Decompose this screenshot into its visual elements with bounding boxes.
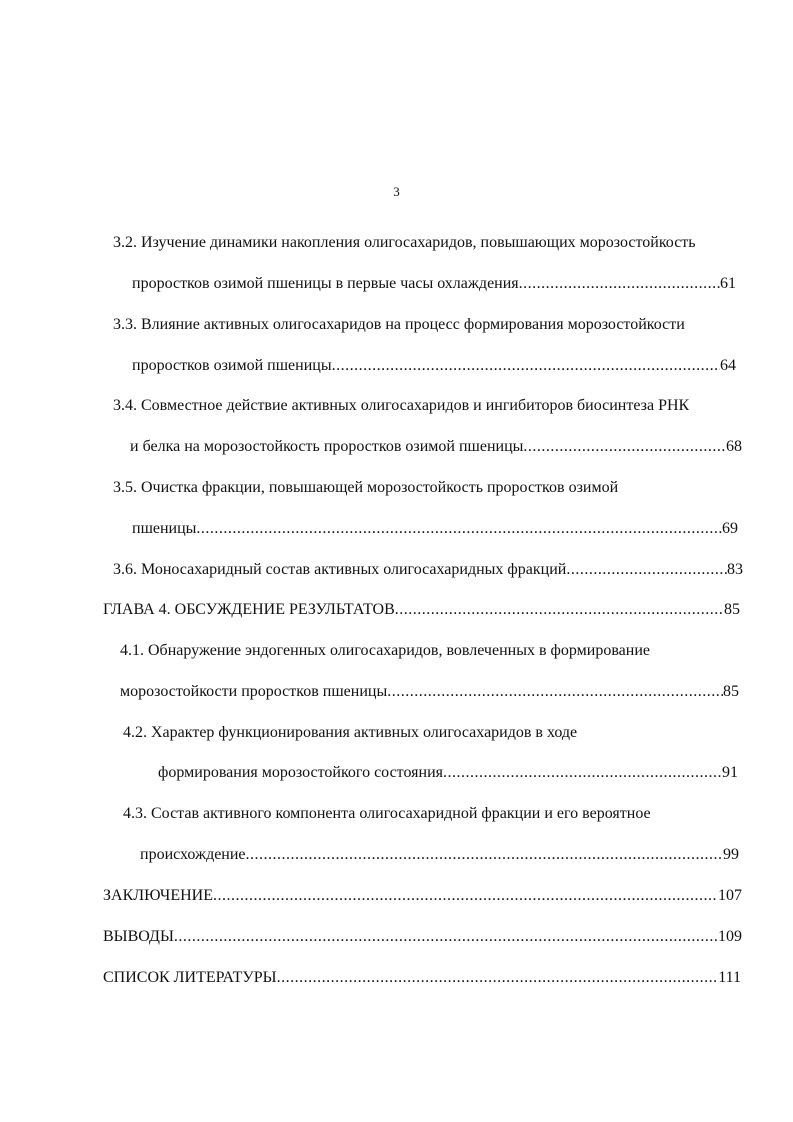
toc-entry-4-3-line-1 — [123, 803, 743, 825]
toc-page-number: 91 — [722, 764, 738, 781]
toc-entry-text: 3.2. Изучение динамики накопления олигосахаридов, повышающих морозостойкость — [113, 234, 696, 251]
toc-entry-3-2-line-1 — [113, 232, 753, 254]
toc-entry-3-6 — [113, 559, 743, 581]
toc-page-number: 109 — [718, 928, 742, 945]
toc-entry-text: происхождение — [140, 846, 246, 863]
toc-entry-3-2-line-2 — [132, 273, 736, 295]
toc-entry-text: проростков озимой пшеницы — [132, 357, 332, 374]
dot-leader — [196, 518, 722, 540]
toc-entry-4-1-line-2 — [120, 681, 739, 703]
page-number: 3 — [393, 184, 400, 199]
toc-entry-3-4-line-2 — [130, 436, 742, 458]
toc-page-number: 61 — [720, 275, 736, 292]
toc-conclusion — [103, 885, 742, 907]
toc-entry-text: СПИСОК ЛИТЕРАТУРЫ — [103, 969, 277, 986]
toc-entry-text: 4.1. Обнаружение эндогенных олигосахаридов, вовлеченных в формирование — [120, 642, 650, 659]
toc-findings — [103, 926, 742, 948]
toc-entry-text: формирования морозостойкого состояния — [158, 764, 443, 781]
toc-entry-text: ГЛАВА 4. ОБСУЖДЕНИЕ РЕЗУЛЬТАТОВ — [103, 601, 395, 618]
dot-leader — [395, 599, 724, 621]
dot-leader — [213, 885, 718, 907]
toc-page-number: 83 — [727, 561, 743, 578]
toc-chapter-4 — [103, 599, 740, 621]
toc-page-number: 85 — [723, 683, 739, 700]
toc-entry-text: ЗАКЛЮЧЕНИЕ — [103, 887, 213, 904]
toc-page-number: 107 — [718, 887, 742, 904]
toc-entry-3-4-line-1 — [113, 395, 753, 417]
dot-leader — [519, 273, 720, 295]
toc-entry-3-3-line-1 — [113, 314, 753, 336]
toc-entry-4-2-line-1 — [123, 722, 723, 744]
toc-page-number: 68 — [726, 438, 742, 455]
toc-entry-text: проростков озимой пшеницы в первые часы охлаждения — [132, 275, 519, 292]
toc-entry-text: пшеницы — [132, 520, 197, 537]
toc-entry-text: 3.4. Совместное действие активных олигосахаридов и ингибиторов биосинтеза РНК — [113, 397, 690, 414]
toc-entry-text: 3.6. Моносахаридный состав активных олигосахаридных фракций — [113, 561, 567, 578]
toc-entry-4-2-line-2 — [158, 762, 738, 784]
toc-page-number: 69 — [722, 520, 738, 537]
toc-entry-text: ВЫВОДЫ — [103, 928, 174, 945]
dot-leader — [332, 355, 720, 377]
dot-leader — [523, 436, 726, 458]
dot-leader — [443, 762, 722, 784]
dot-leader — [174, 926, 718, 948]
toc-entry-3-5-line-1 — [113, 477, 733, 499]
dot-leader — [387, 681, 723, 703]
toc-page-number: 111 — [718, 969, 741, 986]
toc-entry-text: 3.5. Очистка фракции, повышающей морозостойкость проростков озимой — [113, 479, 619, 496]
toc-entry-text: 4.3. Состав активного компонента олигосахаридной фракции и его вероятное — [123, 805, 651, 822]
dot-leader — [277, 967, 719, 989]
toc-page-number: 99 — [723, 846, 739, 863]
dot-leader — [246, 844, 723, 866]
toc-entry-4-1-line-1 — [120, 640, 740, 662]
toc-entry-3-5-line-2 — [132, 518, 738, 540]
toc-references — [103, 967, 741, 989]
toc-entry-3-3-line-2 — [132, 355, 736, 377]
dot-leader — [566, 559, 727, 581]
toc-entry-text: и белка на морозостойкость проростков озимой пшеницы — [130, 438, 524, 455]
toc-entry-4-3-line-2 — [140, 844, 739, 866]
toc-entry-text: 4.2. Характер функционирования активных олигосахаридов в ходе — [123, 724, 578, 741]
toc-entry-text: морозостойкости проростков пшеницы — [120, 683, 388, 700]
toc-entry-text: 3.3. Влияние активных олигосахаридов на процесс формирования морозостойкости — [113, 316, 685, 333]
toc-page-number: 85 — [724, 601, 740, 618]
toc-page-number: 64 — [720, 357, 736, 374]
